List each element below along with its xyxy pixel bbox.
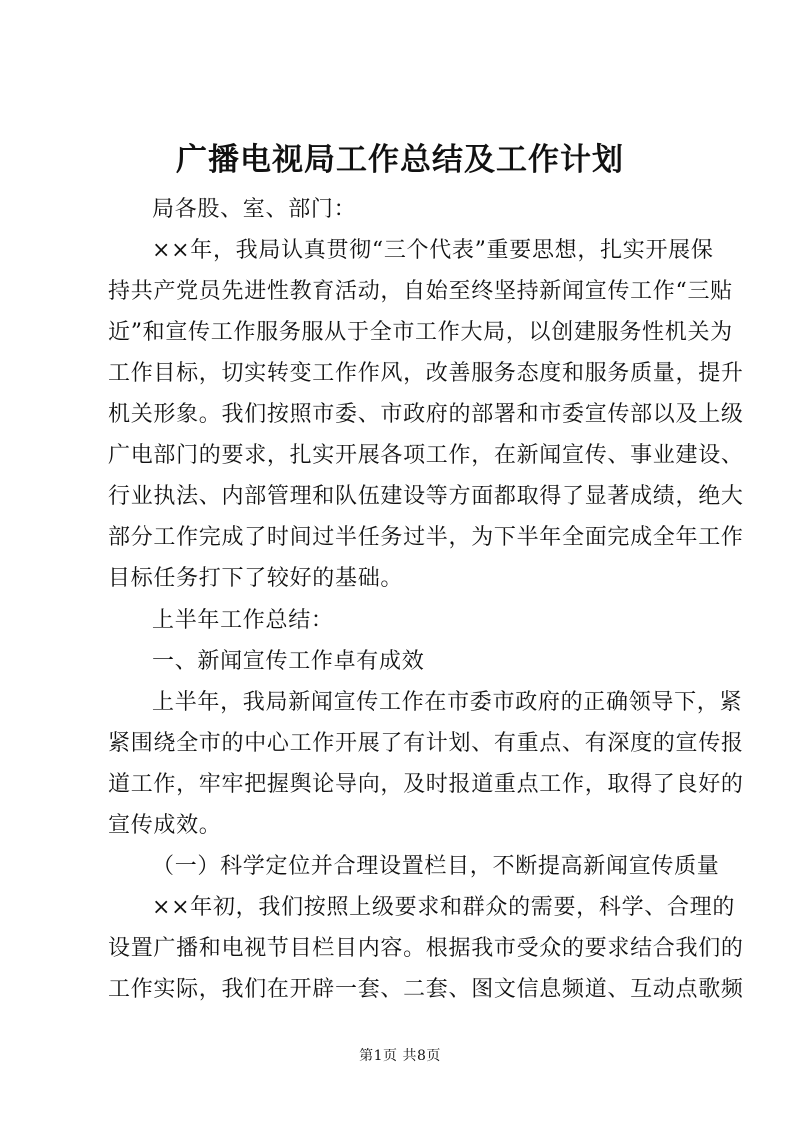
paragraph-line: ××年初，我们按照上级要求和群众的需要，科学、合理的: [152, 895, 736, 920]
paragraph-line: 机关形象。我们按照市委、市政府的部署和市委宣传部以及上级: [108, 402, 744, 427]
paragraph-line: 目标任务打下了较好的基础。: [108, 566, 404, 591]
salutation-line: 局各股、室、部门：: [152, 197, 357, 222]
paragraph-line: 广电部门的要求，扎实开展各项工作，在新闻宣传、事业建设、: [108, 443, 744, 468]
paragraph-line: 行业执法、内部管理和队伍建设等方面都取得了显著成绩，绝大: [108, 484, 744, 509]
paragraph-line: 持共产党员先进性教育活动，自始至终坚持新闻宣传工作“三贴: [108, 279, 733, 304]
paragraph-line: 宣传成效。: [108, 813, 222, 838]
paragraph-line: 上半年，我局新闻宣传工作在市委市政府的正确领导下，紧: [152, 690, 743, 715]
paragraph-line: 紧围绕全市的中心工作开展了有计划、有重点、有深度的宣传报: [108, 731, 744, 756]
paragraph-line: 近”和宣传工作服务服从于全市工作大局，以创建服务性机关为: [108, 320, 733, 345]
paragraph-line: 部分工作完成了时间过半任务过半，为下半年全面完成全年工作: [108, 525, 744, 550]
page-footer: 第1页 共8页: [359, 1048, 441, 1064]
paragraph-line: 道工作，牢牢把握舆论导向，及时报道重点工作，取得了良好的: [108, 772, 744, 797]
section-heading: 上半年工作总结：: [152, 608, 334, 633]
paragraph-line: 工作目标，切实转变工作作风，改善服务态度和服务质量，提升: [108, 361, 744, 386]
document-title: 广播电视局工作总结及工作计划: [176, 142, 624, 178]
subsection-heading: 一、新闻宣传工作卓有成效: [152, 649, 425, 674]
paragraph-line: 设置广播和电视节目栏目内容。根据我市受众的要求结合我们的: [108, 936, 744, 961]
subsection-heading: （一）科学定位并合理设置栏目，不断提高新闻宣传质量: [152, 854, 720, 879]
paragraph-line: 工作实际，我们在开辟一套、二套、图文信息频道、互动点歌频: [108, 977, 744, 1002]
paragraph-line: ××年，我局认真贯彻“三个代表”重要思想，扎实开展保: [152, 238, 714, 263]
